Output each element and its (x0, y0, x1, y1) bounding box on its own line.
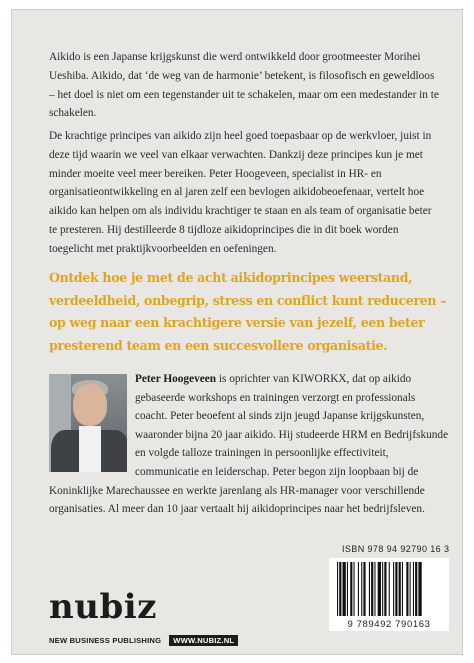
highlight-blurb: Ontdek hoe je met de acht aikidoprincipes weerstand, verdeeldheid, onbegrip, stress en conflict kunt reduceren – op weg naar een krachtigere versie van jezelf, een beter presterend team en een succesvollere organisatie. (49, 270, 447, 353)
author-bio-text: is oprichter van KIWORKX, dat op aikido gebaseerde workshops en trainingen verzorgt en professionals coacht. Peter beoefent al sinds zijn jeugd Japanse krijgskunsten, waaronder bijna 20 jaar aikido. Hij studeerde HRM en Bedrijfskunde en volgde talloze trainingen in persoonlijke effectiviteit, communicatie en leiderschap. Peter begon zijn loopbaan bij de Koninklijke Marechaussee en werkte jarenlang als HR-manager voor verschillende organisaties. Al meer dan 10 jaar vertaalt hij aikidoprincipes naar het bedrijfsleven. (49, 373, 449, 516)
isbn-label: ISBN 978 94 92790 16 3 (342, 544, 450, 554)
author-name: Peter Hoogeveen (135, 373, 217, 385)
publisher-tagline: NEW BUSINESS PUBLISHING (49, 636, 162, 645)
publisher-url: WWW.NUBIZ.NL (169, 635, 238, 646)
book-back-cover (11, 9, 463, 655)
barcode (329, 558, 449, 618)
author-photo (49, 374, 127, 472)
barcode-digits: 9 789492 790163 (329, 618, 449, 631)
publisher-logo: nubiz (49, 587, 157, 627)
publisher-tagline-row (49, 635, 238, 646)
description-paragraph: De krachtige principes van aikido zijn heel goed toepasbaar op de werkvloer, juist in deze tijd waarin we veel van elkaar verwachten. Dankzij deze principes kun je met minder moeite veel meer bereiken. Peter Hoogeveen, specialist in HR- en organisatieontwikkeling en al jaren zelf een bevlogen aikidobeoefenaar, vertelt hoe aikido kan helpen om als individu krachtiger te staan en als team of organisatie beter te presteren. Hij destilleerde 8 tijdloze aikidoprincipes die in dit boek worden toegelicht met praktijkvoorbeelden en oefeningen. (49, 130, 432, 255)
intro-paragraph: Aikido is een Japanse krijgskunst die werd ontwikkeld door grootmeester Morihei Ueshiba. Aikido, dat ‘de weg van de harmonie’ betekent, is filosofisch en geweldloos – het doel is niet om een tegenstander uit te schakelen, maar om een medestander in te schakelen. (49, 51, 439, 120)
